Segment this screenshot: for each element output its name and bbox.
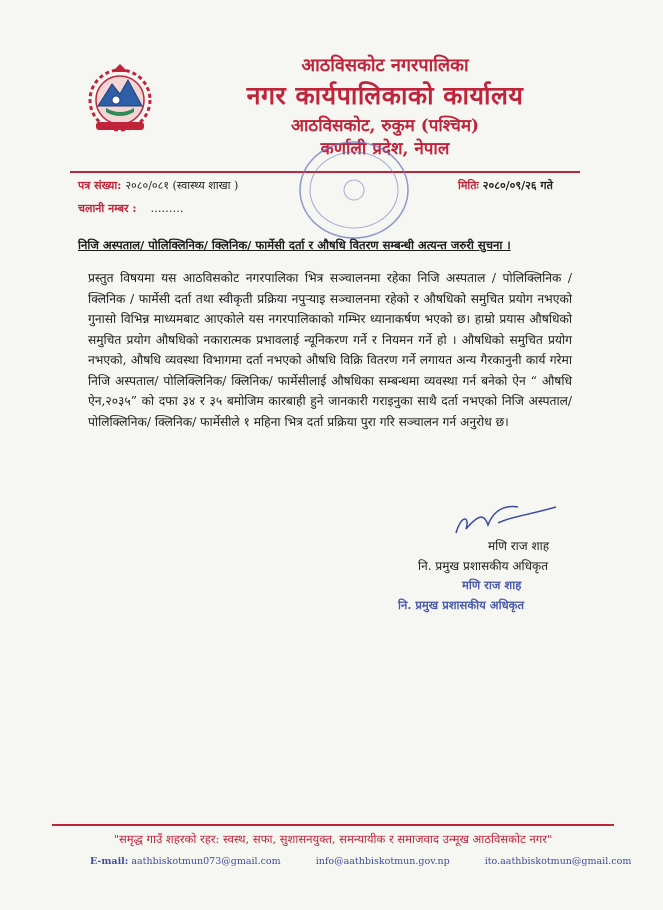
body-paragraph: प्रस्तुत विषयमा यस आठविसकोट नगरपालिका भित्र सञ्चालनमा रहेका निजि अस्पताल / पोलिक्लिनिक / क्लिनिक / फार्मेसी दर्ता तथा स्वीकृती प्रक्रिया नपुऱ्याइ सञ्चालनमा रहेको र औषधिको समुचित प्रयोग नभएको गुनासो विभिन्न माध्यमबाट आएकोले यस नगरपालिकाको गम्भिर ध्यानाकर्षण भएको छ। हाम्रो प्रयास औषधिको समुचित प्रयोग औषधिको नकारात्मक प्रभावलाई न्यूनिकरण गर्ने र नियमन गर्ने हो । औषधिको समुचित प्रयोग नभएको, औषधि व्यवस्था विभागमा दर्ता नभएको औषधि विक्रि वितरण गर्ने लगायत अन्य गैरकानुनी कार्य गरेमा निजि अस्पताल/ पोलिक्लिनिक/ क्लिनिक/ फार्मेसीलाई औषधिका सम्बन्धमा व्यवस्था गर्न बनेको ऐन “ औषधि ऐन,२०३५” को दफा ३४ र ३५ बमोजिम कारबाही हुने जानकारी गराइनुका साथै दर्ता नभएको निजि अस्पताल/ पोलिक्लिनिक/ क्लिनिक/ फार्मेसीले १ महिना भित्र दर्ता प्रक्रिया पुरा गरि सञ्चालन गर्न अनुरोध छ। — [88, 271, 572, 429]
footer-slogan: "समृद्ध गाउँ शहरको रहर: स्वस्थ, सफा, सुशासनयुक्त, समन्यायीक र समाजवाद उन्मूख आठविसकोट नगर" — [113, 832, 553, 846]
email-label: E-mail: — [90, 856, 129, 867]
reference-label: पत्र संख्या: — [78, 179, 122, 192]
footer-contacts — [90, 856, 631, 867]
signatory-title: नि. प्रमुख प्रशासकीय अधिकृत — [418, 559, 549, 573]
dispatch-number — [78, 201, 183, 216]
letter-date — [458, 178, 553, 193]
address-line-1: आठविसकोट, रुकुम (पश्चिम) — [290, 116, 480, 136]
date-label: मितिः — [458, 179, 479, 192]
footer-divider — [52, 824, 614, 826]
signatory-name: मणि राज शाह — [488, 539, 550, 553]
signature-stamp-title: नि. प्रमुख प्रशासकीय अधिकृत — [398, 598, 525, 612]
date-value: २०८०/०९/२६ गते — [482, 179, 553, 192]
subject-line: निजि अस्पताल/ पोलिक्लिनिक/ क्लिनिक/ फार्मेसी दर्ता र औषधि वितरण सम्बन्धी अत्यन्त जरुरी सुचना । — [78, 238, 511, 252]
dispatch-value: ……… — [150, 202, 184, 215]
reference-number — [78, 178, 238, 193]
dispatch-label: चलानी नम्बर : — [78, 202, 137, 215]
email-link-2[interactable]: info@aathbiskotmun.gov.np — [315, 856, 450, 867]
office-name: नगर कार्यपालिकाको कार्यालय — [246, 81, 524, 110]
office-seal-icon — [296, 138, 412, 242]
signature-stamp-name: मणि राज शाह — [462, 578, 522, 592]
nepal-emblem-icon — [82, 60, 158, 136]
address-line-2: कर्णाली प्रदेश, नेपाल — [320, 139, 450, 159]
email-link-1[interactable]: aathbiskotmun073@gmail.com — [131, 856, 281, 867]
email-link-3[interactable]: ito.aathbiskotmun@gmail.com — [484, 856, 632, 867]
reference-value: २०८०/०८१ (स्वास्थ्य शाखा ) — [125, 179, 239, 192]
municipality-name: आठविसकोट नगरपालिका — [301, 55, 469, 76]
